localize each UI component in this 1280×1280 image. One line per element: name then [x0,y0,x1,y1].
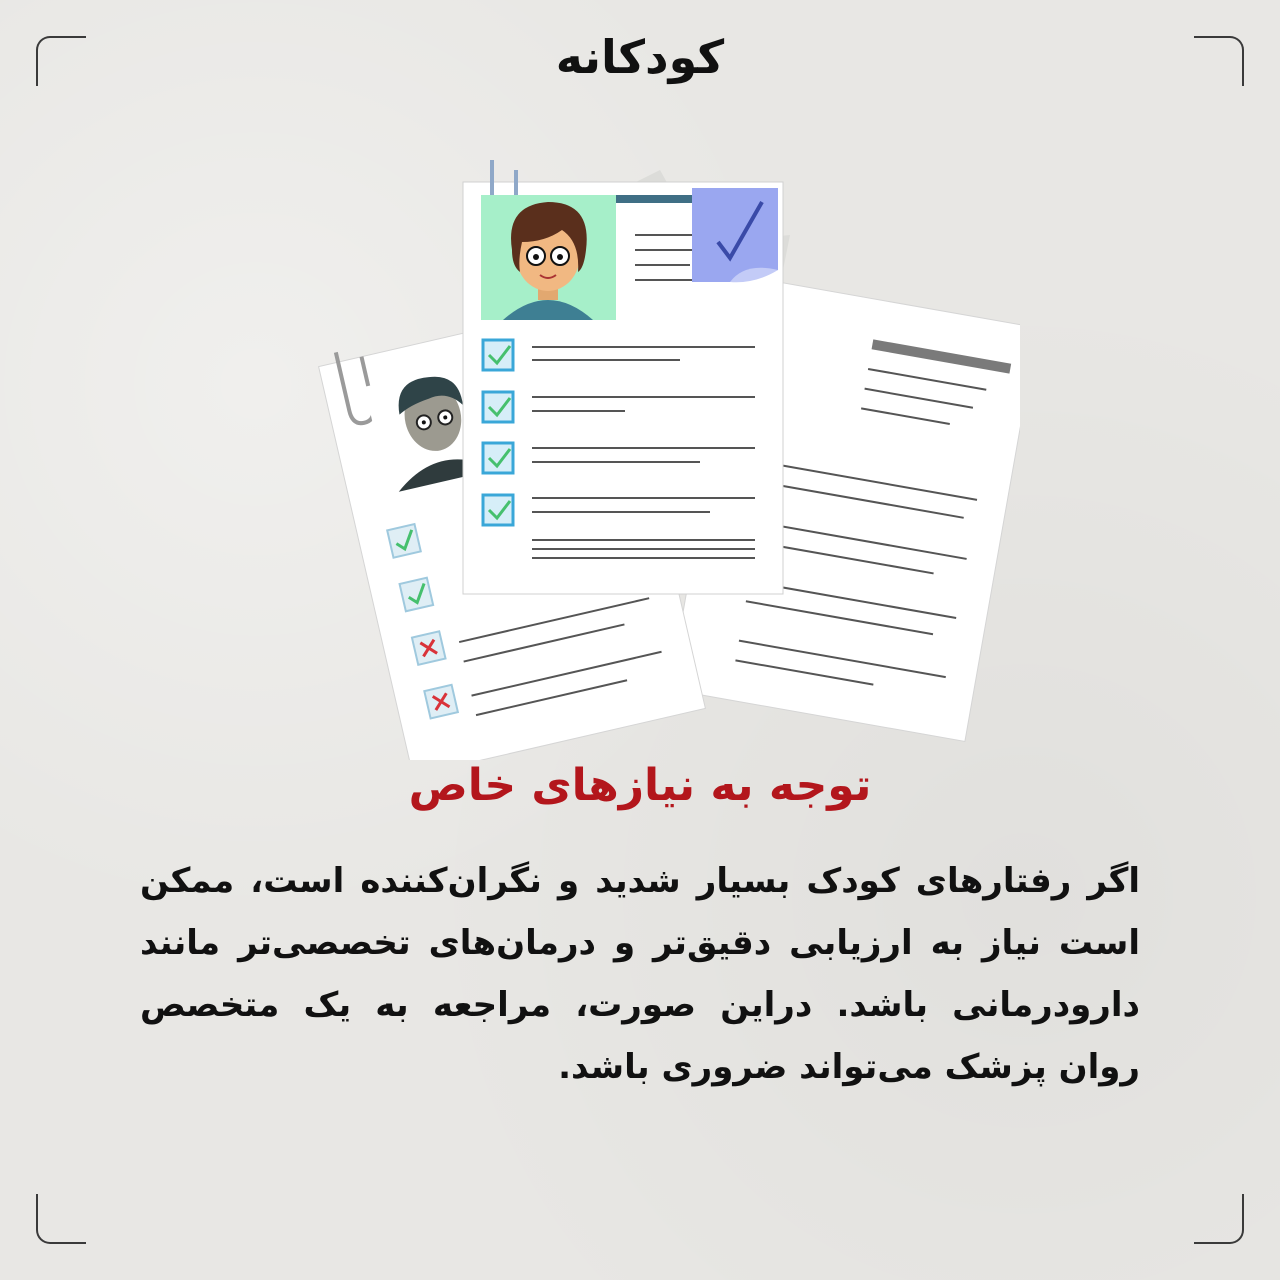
sticky-note-check-icon [692,188,778,282]
section-title: توجه به نیازهای خاص [408,760,872,811]
avatar-girl-icon [481,195,616,320]
brand-logo: کودکانه [555,30,725,84]
resume-documents-illustration [300,150,1020,760]
corner-frame-bottom-right [1194,1194,1244,1244]
body-paragraph: اگر رفتارهای کودک بسیار شدید و نگران‌کننده است، ممکن است نیاز به ارزیابی دقیق‌تر و درمان‌های تخصصی‌تر مانند دارودرمانی باشد. دراین صورت، مراجعه به یک متخصص روان پزشک می‌تواند ضروری باشد. [140,861,1140,1087]
document-sheet-front [463,160,783,594]
corner-frame-bottom-left [36,1194,86,1244]
